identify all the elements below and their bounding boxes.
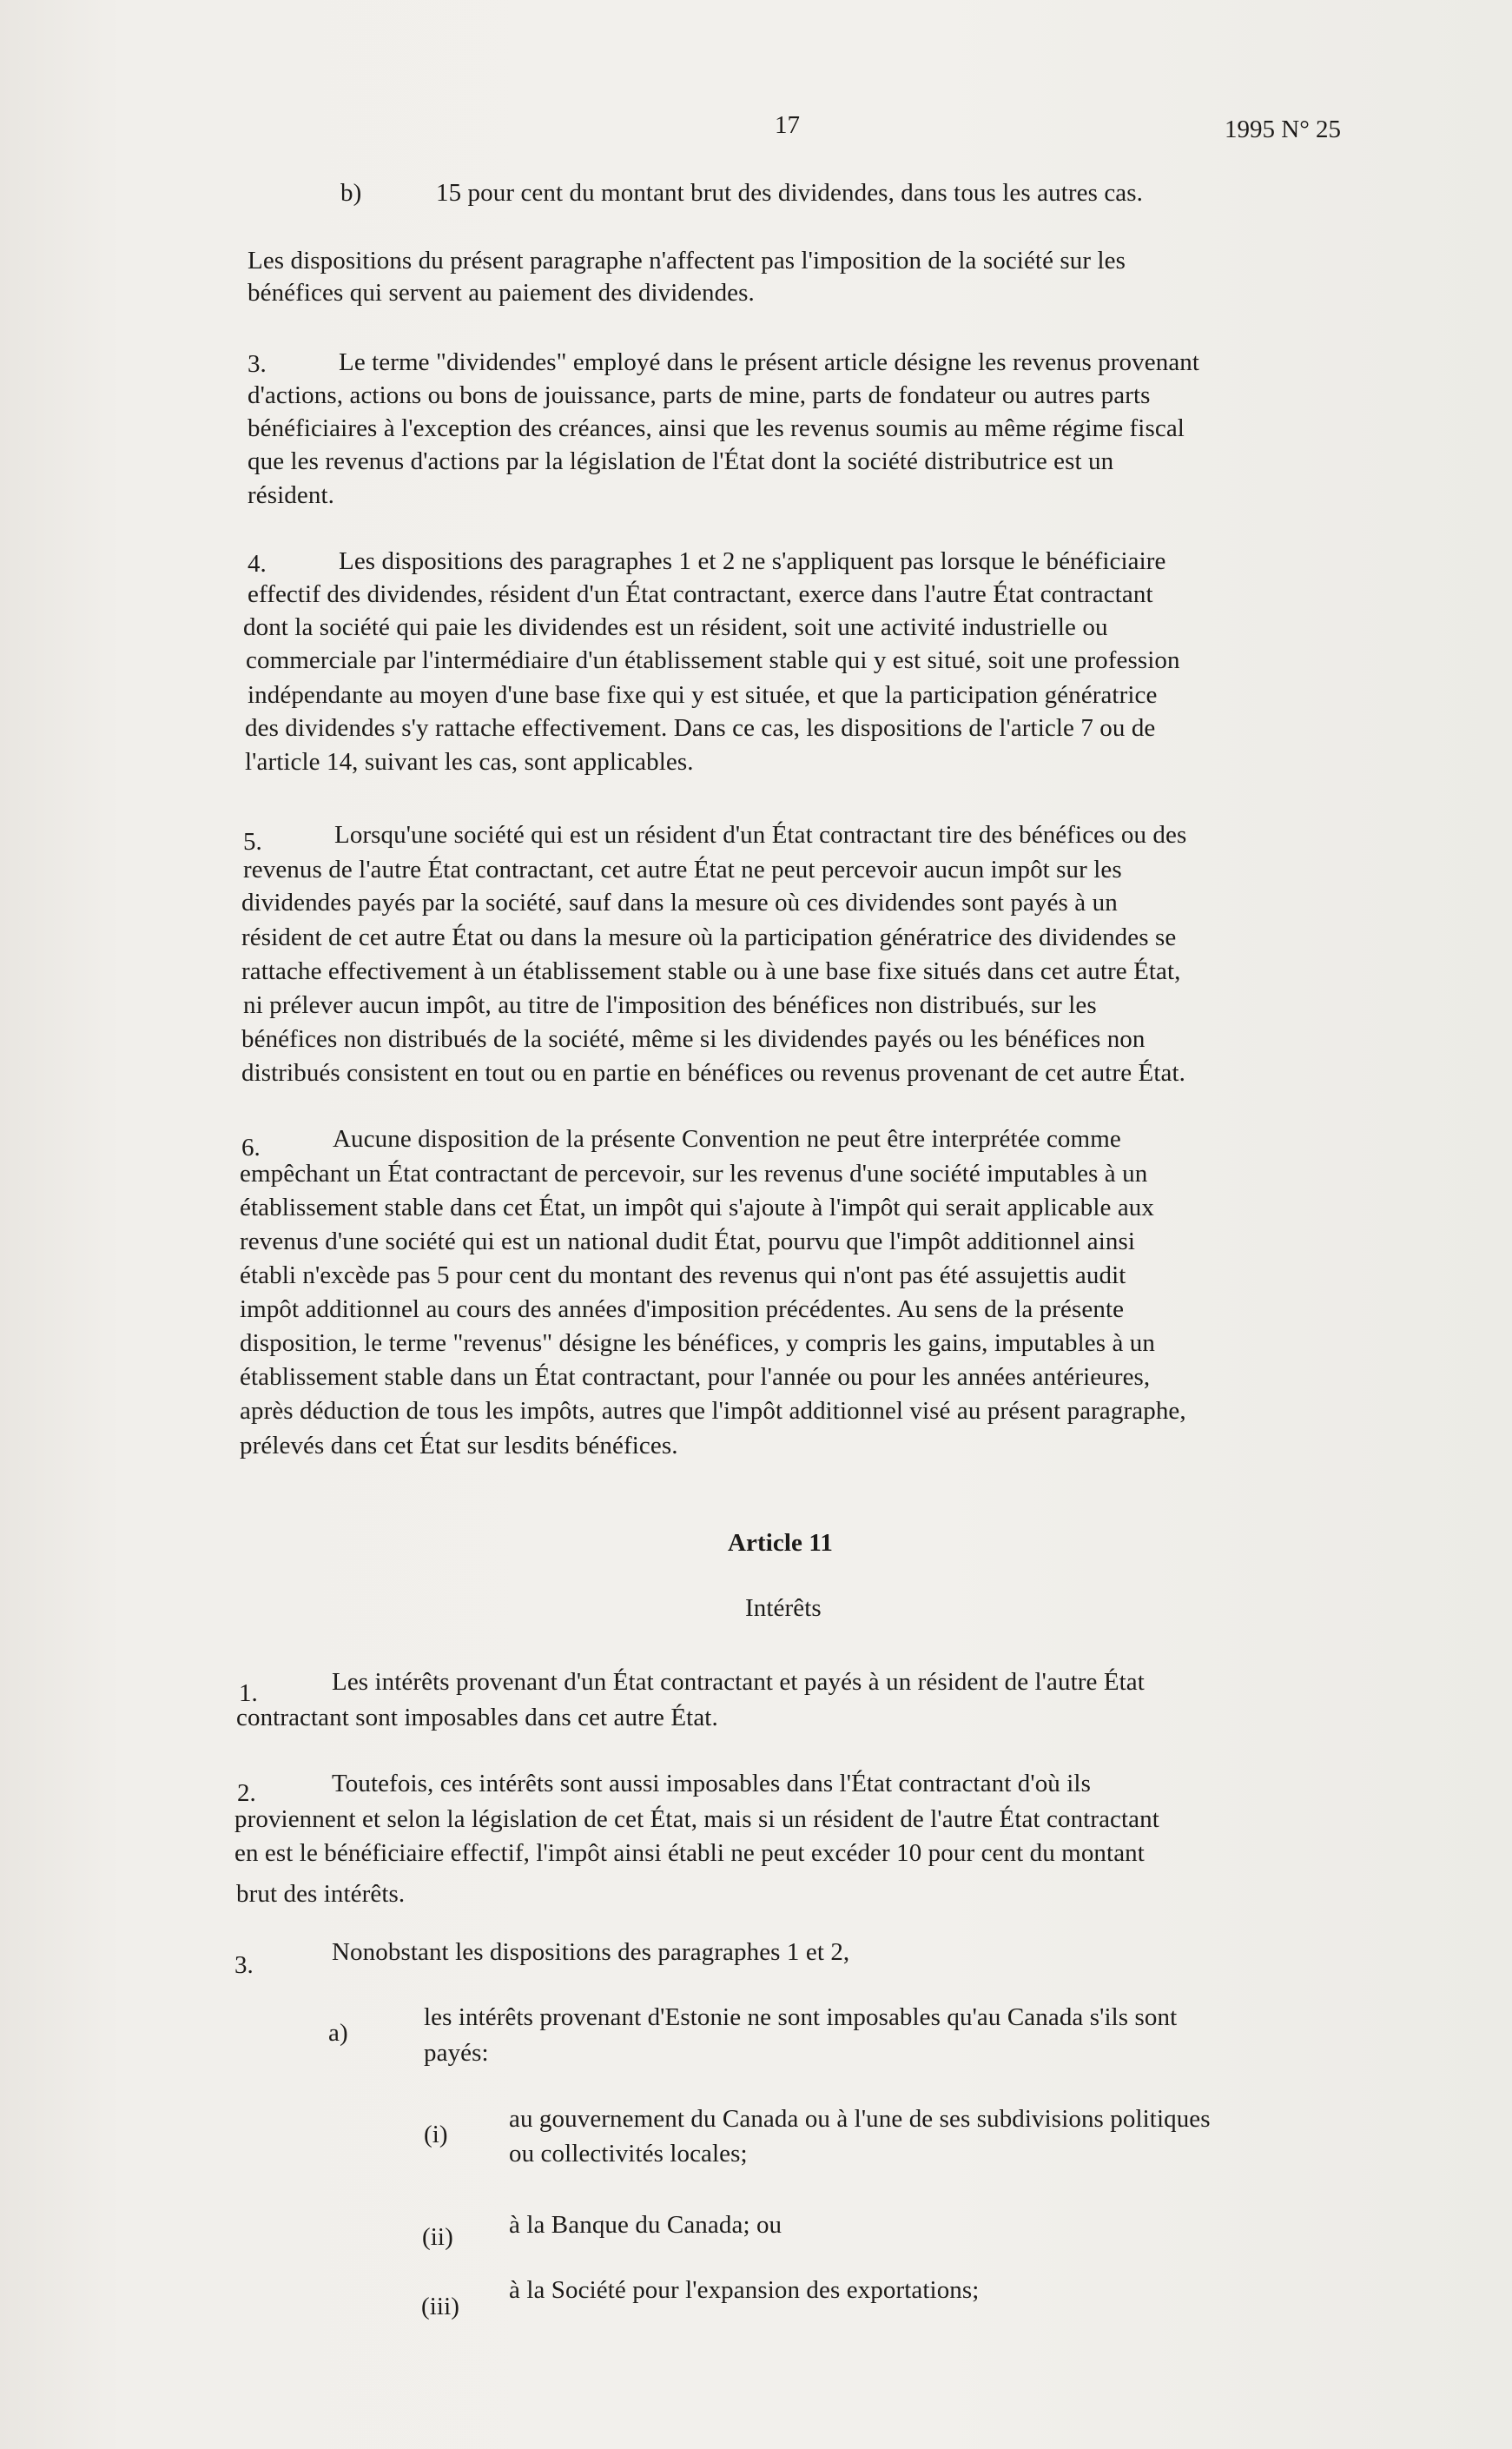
paragraph-line: impôt additionnel au cours des années d'imposition précédentes. Au sens de la présente xyxy=(240,1295,1125,1323)
paragraph-line: Le terme "dividendes" employé dans le présent article désigne les revenus provenant xyxy=(339,348,1200,376)
paragraph-number: 2. xyxy=(237,1779,256,1807)
paragraph-line: commerciale par l'intermédiaire d'un établissement stable qui y est situé, soit une profession xyxy=(246,646,1180,674)
paragraph-line: que les revenus d'actions par la législation de l'État dont la société distributrice est un xyxy=(248,447,1114,475)
paragraph-number: 6. xyxy=(241,1134,261,1162)
paragraph-line: l'article 14, suivant les cas, sont applicables. xyxy=(245,748,694,776)
paragraph-line: d'actions, actions ou bons de jouissance, parts de mine, parts de fondateur ou autres parts xyxy=(248,381,1151,409)
paragraph-line: en est le bénéficiaire effectif, l'impôt ainsi établi ne peut excéder 10 pour cent du montant xyxy=(234,1839,1145,1867)
paragraph-line: Aucune disposition de la présente Convention ne peut être interprétée comme xyxy=(333,1125,1121,1153)
paragraph-line: Les dispositions du présent paragraphe n'affectent pas l'imposition de la société sur les xyxy=(248,247,1126,275)
subparagraph-label: b) xyxy=(340,179,362,207)
paragraph-line: bénéfices non distribués de la société, même si les dividendes payés ou les bénéfices non xyxy=(241,1025,1146,1053)
paragraph-line: ni prélever aucun impôt, au titre de l'imposition des bénéfices non distribués, sur les xyxy=(243,991,1097,1019)
list-item-line: à la Banque du Canada; ou xyxy=(509,2211,782,2239)
paragraph-line: dividendes payés par la société, sauf dans la mesure où ces dividendes sont payés à un xyxy=(241,889,1118,917)
list-item-label: (iii) xyxy=(421,2293,459,2320)
paragraph-line: revenus d'une société qui est un national dudit État, pourvu que l'impôt additionnel ainsi xyxy=(240,1228,1136,1255)
list-item-line: à la Société pour l'expansion des exportations; xyxy=(509,2276,980,2304)
subparagraph-text: 15 pour cent du montant brut des dividendes, dans tous les autres cas. xyxy=(436,179,1144,207)
page-number: 17 xyxy=(775,111,800,139)
paragraph-line: empêchant un État contractant de percevoir, sur les revenus d'une société imputables à un xyxy=(240,1160,1148,1188)
article-subheading: Intérêts xyxy=(745,1594,822,1622)
paragraph-line: Les intérêts provenant d'un État contractant et payés à un résident de l'autre État xyxy=(332,1668,1145,1696)
paragraph-line: Nonobstant les dispositions des paragraphes 1 et 2, xyxy=(332,1938,850,1966)
paragraph-line: effectif des dividendes, résident d'un État contractant, exerce dans l'autre État contractant xyxy=(248,580,1153,608)
paragraph-line: Les dispositions des paragraphes 1 et 2 ne s'appliquent pas lorsque le bénéficiaire xyxy=(339,547,1166,575)
paragraph-line: distribués consistent en tout ou en partie en bénéfices ou revenus provenant de cet autre État. xyxy=(241,1059,1185,1087)
paragraph-number: 1. xyxy=(239,1679,258,1707)
paragraph-number: 3. xyxy=(234,1951,254,1979)
paragraph-line: des dividendes s'y rattache effectivement. Dans ce cas, les dispositions de l'article 7 ou de xyxy=(245,714,1156,742)
paragraph-line: résident de cet autre État ou dans la mesure où la participation génératrice des dividendes se xyxy=(241,923,1177,951)
paragraph-line: établissement stable dans cet État, un impôt qui s'ajoute à l'impôt qui serait applicable aux xyxy=(240,1194,1155,1221)
paragraph-line: établi n'excède pas 5 pour cent du montant des revenus qui n'ont pas été assujettis audit xyxy=(240,1261,1126,1289)
paragraph-line: établissement stable dans un État contractant, pour l'année ou pour les années antérieures, xyxy=(240,1363,1151,1391)
paragraph-number: 5. xyxy=(243,828,262,856)
paragraph-line: Toutefois, ces intérêts sont aussi imposables dans l'État contractant d'où ils xyxy=(332,1770,1091,1797)
paragraph-number: 4. xyxy=(248,550,267,578)
paragraph-line: bénéfices qui servent au paiement des dividendes. xyxy=(248,279,755,307)
paragraph-line: dont la société qui paie les dividendes est un résident, soit une activité industrielle ou xyxy=(243,613,1108,641)
list-item-label: (ii) xyxy=(422,2223,453,2251)
paragraph-line: bénéficiaires à l'exception des créances, ainsi que les revenus soumis au même régime fiscal xyxy=(248,414,1185,442)
subparagraph-line: les intérêts provenant d'Estonie ne sont imposables qu'au Canada s'ils sont xyxy=(424,2003,1178,2031)
paragraph-line: disposition, le terme "revenus" désigne les bénéfices, y compris les gains, imputables à un xyxy=(240,1329,1155,1357)
paragraph-number: 3. xyxy=(248,350,267,378)
paragraph-line: rattache effectivement à un établissement stable ou à une base fixe situés dans cet autre État, xyxy=(241,957,1181,985)
paragraph-line: Lorsqu'une société qui est un résident d'un État contractant tire des bénéfices ou des xyxy=(334,821,1187,849)
document-reference: 1995 N° 25 xyxy=(1225,116,1342,143)
subparagraph-label: a) xyxy=(328,2019,348,2047)
list-item-label: (i) xyxy=(424,2121,448,2148)
paragraph-line: brut des intérêts. xyxy=(236,1880,406,1908)
article-heading: Article 11 xyxy=(728,1529,833,1557)
paragraph-line: résident. xyxy=(248,481,334,509)
list-item-line: ou collectivités locales; xyxy=(509,2140,748,2168)
paragraph-line: contractant sont imposables dans cet autre État. xyxy=(236,1704,718,1731)
paragraph-line: prélevés dans cet État sur lesdits bénéfices. xyxy=(240,1432,678,1459)
paragraph-line: indépendante au moyen d'une base fixe qui y est située, et que la participation génératrice xyxy=(248,681,1158,709)
subparagraph-line: payés: xyxy=(424,2039,489,2067)
paragraph-line: après déduction de tous les impôts, autres que l'impôt additionnel visé au présent paragraphe, xyxy=(240,1397,1186,1425)
paragraph-line: revenus de l'autre État contractant, cet autre État ne peut percevoir aucun impôt sur les xyxy=(243,856,1122,884)
list-item-line: au gouvernement du Canada ou à l'une de ses subdivisions politiques xyxy=(509,2105,1211,2133)
paragraph-line: proviennent et selon la législation de cet État, mais si un résident de l'autre État contractant xyxy=(234,1805,1159,1833)
